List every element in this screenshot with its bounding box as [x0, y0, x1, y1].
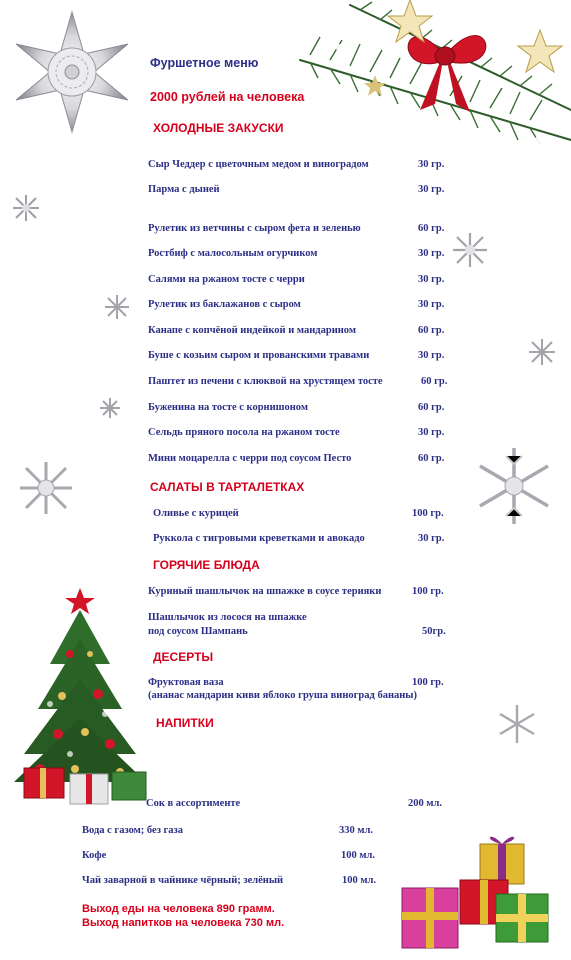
menu-item-weight: 50гр. [422, 626, 446, 637]
menu-item-name: Сельдь пряного посола на ржаном тосте [148, 427, 340, 438]
section-title-desserts: ДЕСЕРТЫ [153, 650, 214, 664]
snowflake-icon [476, 446, 552, 526]
section-title-salads: САЛАТЫ В ТАРТАЛЕТКАХ [150, 480, 305, 494]
menu-item-weight: 60 гр. [418, 223, 445, 234]
drink-item-name: Кофе [82, 850, 107, 861]
section-title-hot: ГОРЯЧИЕ БЛЮДА [153, 558, 260, 572]
menu-item-weight: 30 гр. [418, 427, 445, 438]
gift-boxes-icon [398, 836, 553, 954]
menu-item-name: Парма с дыней [148, 184, 220, 195]
menu-item-weight: 30 гр. [418, 159, 445, 170]
price-per-person: 2000 рублей на человека [150, 90, 305, 104]
menu-title: Фуршетное меню [150, 56, 259, 70]
drink-item-name: Чай заварной в чайнике чёрный; зелёный [82, 875, 284, 886]
menu-item-weight: 30 гр. [418, 248, 445, 259]
menu-item-note: (ананас мандарин киви яблоко груша виноград бананы) [148, 690, 417, 701]
menu-item-name: Паштет из печени с клюквой на хрустящем тосте [148, 376, 383, 387]
menu-item-name: Канапе с копчёной индейкой и мандарином [148, 325, 356, 336]
section-title-cold: ХОЛОДНЫЕ ЗАКУСКИ [153, 121, 284, 135]
menu-item-weight: 100 гр. [412, 677, 444, 688]
drink-item-volume: 200 мл. [408, 798, 443, 809]
menu-item-name-line2: под соусом Шампань [148, 626, 248, 637]
snowflake-icon [99, 397, 121, 419]
section-title-drinks: НАПИТКИ [156, 716, 214, 730]
pine-branch-with-red-bow-icon [290, 0, 571, 180]
menu-item-weight: 60 гр. [421, 376, 448, 387]
menu-item-name: Мини моцарелла с черри под соусом Песто [148, 453, 352, 464]
menu-item-name: Фруктовая ваза [148, 677, 224, 688]
footer-food-yield: Выход еды на человека 890 грамм. [82, 903, 275, 915]
menu-item-name: Руккола с тигровыми креветками и авокадо [153, 533, 365, 544]
drink-item-volume: 100 мл. [341, 850, 376, 861]
menu-item-weight: 60 гр. [418, 453, 445, 464]
menu-item-weight: 60 гр. [418, 402, 445, 413]
menu-item-name: Рулетик из ветчины с сыром фета и зеленью [148, 223, 361, 234]
menu-item-weight: 30 гр. [418, 533, 445, 544]
snowflake-icon [104, 294, 130, 320]
menu-item-weight: 30 гр. [418, 274, 445, 285]
menu-item-weight: 30 гр. [418, 350, 445, 361]
snowflake-icon [528, 338, 556, 366]
menu-item-name: Куриный шашлычок на шпажке в соусе терияки [148, 586, 382, 597]
menu-item-weight: 30 гр. [418, 299, 445, 310]
snowflake-icon [452, 232, 488, 268]
footer-drinks-yield: Выход напитков на человека 730 мл. [82, 917, 285, 929]
snowflake-icon [498, 704, 536, 744]
menu-item-name: Шашлычок из лосося на шпажке [148, 612, 307, 623]
drink-item-name: Вода с газом; без газа [82, 825, 184, 836]
menu-item-name: Рулетик из баклажанов с сыром [148, 299, 301, 310]
menu-item-name: Сыр Чеддер с цветочным медом и виноградом [148, 159, 369, 170]
snowflake-icon [18, 460, 74, 516]
menu-item-weight: 100 гр. [412, 508, 444, 519]
snowflake-icon [12, 194, 40, 222]
silver-snowflake-ornament-icon [10, 10, 135, 135]
menu-item-name: Салями на ржаном тосте с черри [148, 274, 305, 285]
menu-item-weight: 100 гр. [412, 586, 444, 597]
menu-item-name: Буженина на тосте с корнишоном [148, 402, 309, 413]
drink-item-name: Сок в ассортименте [146, 798, 241, 809]
menu-item-weight: 60 гр. [418, 325, 445, 336]
menu-item-weight: 30 гр. [418, 184, 445, 195]
menu-item-name: Оливье с курицей [153, 508, 239, 519]
drink-item-volume: 100 мл. [342, 875, 377, 886]
christmas-tree-icon [10, 584, 155, 810]
drink-item-volume: 330 мл. [339, 825, 374, 836]
menu-item-name: Ростбиф с малосольным огурчиком [148, 248, 318, 259]
menu-item-name: Буше с козьим сыром и прованскими травами [148, 350, 370, 361]
